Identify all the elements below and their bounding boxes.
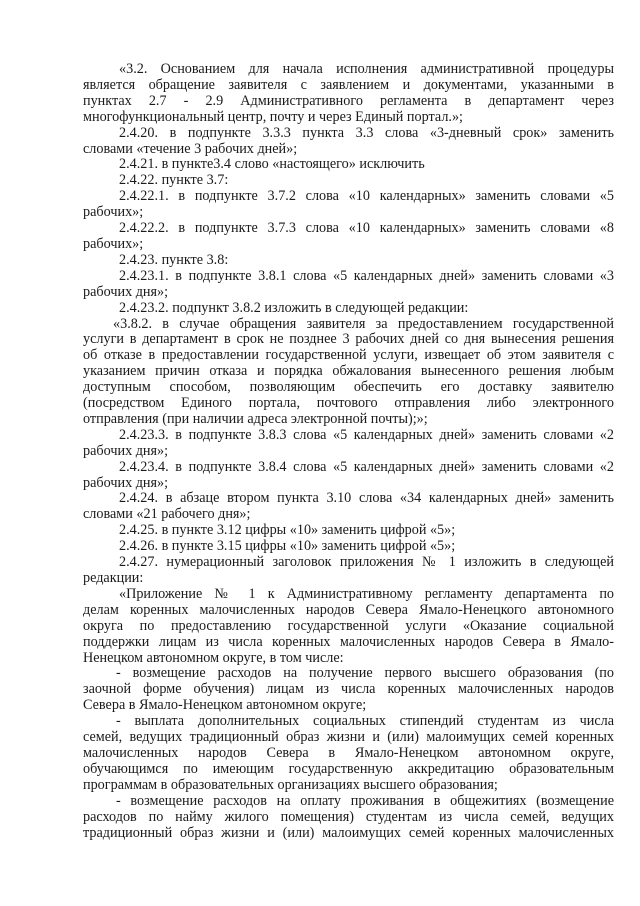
- text-line: словами «течение 3 рабочих дней»;: [83, 140, 298, 157]
- text-line: 2.4.23.1. в подпункте 3.8.1 слова «5 календарных дней» заменить словами «3: [119, 267, 614, 284]
- text-line: «3.8.2. в случае обращения заявителя за предоставлением государственной: [113, 315, 614, 332]
- text-line: малочисленных народов Севера в Ямало-Ненецком автономном округе,: [83, 744, 614, 761]
- text-line: доступным способом, позволяющим обеспечить его доставку заявителю: [83, 379, 614, 396]
- text-line: Ненецком автономном округе, в том числе:: [83, 649, 344, 666]
- text-line: отправления (при наличии адреса электронной почты);»;: [83, 410, 428, 427]
- text-line: (посредством Единого портала, почтового отправления либо электронного: [83, 395, 614, 412]
- text-line: указанием причин отказа и порядка обжалования вынесенного решения любым: [83, 363, 614, 380]
- text-line: пунктах 2.7 - 2.9 Административного регламента в департамент через: [83, 92, 614, 109]
- text-line: - возмещение расходов на получение первого высшего образования (по: [116, 665, 614, 682]
- text-line: округа по предоставлению государственной услуги «Оказание социальной: [83, 617, 614, 634]
- text-line: 2.4.22.1. в подпункте 3.7.2 слова «10 календарных» заменить словами «5: [119, 188, 614, 205]
- text-line: 2.4.22.2. в подпункте 3.7.3 слова «10 календарных» заменить словами «8: [119, 220, 614, 237]
- text-line: - возмещение расходов на оплату проживания в общежитиях (возмещение: [116, 792, 614, 809]
- text-line: «Приложение № 1 к Административному регламенту департамента по: [119, 585, 614, 602]
- text-line: 2.4.23. пункте 3.8:: [119, 251, 229, 268]
- text-line: 2.4.22. пункте 3.7:: [119, 172, 229, 189]
- text-line: - выплата дополнительных социальных стипендий студентам из числа: [116, 713, 614, 730]
- text-line: 2.4.25. в пункте 3.12 цифры «10» заменить цифрой «5»;: [119, 522, 456, 539]
- text-line: делам коренных малочисленных народов Севера Ямало-Ненецкого автономного: [83, 601, 614, 618]
- text-line: 2.4.23.4. в подпункте 3.8.4 слова «5 календарных дней» заменить словами «2: [119, 458, 614, 475]
- text-line: 2.4.21. в пункте3.4 слово «настоящего» исключить: [119, 156, 425, 173]
- text-line: программам в образовательных организациях высшего образования;: [83, 776, 498, 793]
- text-line: традиционный образ жизни и (или) малоимущих семей коренных малочисленных: [83, 824, 614, 841]
- text-line: 2.4.20. в подпункте 3.3.3 пункта 3.3 слова «3-дневный срок» заменить: [119, 124, 614, 141]
- text-line: Севера в Ямало-Ненецком автономном округе;: [83, 697, 367, 714]
- text-line: многофункциональный центр, почту и через Единый портал.»;: [83, 108, 463, 125]
- text-line: рабочих дня»;: [83, 442, 169, 459]
- text-line: 2.4.23.2. подпункт 3.8.2 изложить в следующей редакции:: [119, 299, 469, 316]
- text-line: об отказе в предоставлении государственной услуги, извещает об этом заявителя с: [83, 347, 614, 364]
- text-line: 2.4.23.3. в подпункте 3.8.3 слова «5 календарных дней» заменить словами «2: [119, 426, 614, 443]
- text-line: рабочих»;: [83, 235, 144, 252]
- text-line: расходов по найму жилого помещения) студентам из числа семей, ведущих: [83, 808, 614, 825]
- text-line: рабочих»;: [83, 204, 144, 221]
- text-line: обучающимся по имеющим государственную аккредитацию образовательным: [83, 760, 614, 777]
- text-line: рабочих дня»;: [83, 474, 169, 491]
- text-line: услуги в департамент в срок не позднее 3 рабочих дней со дня вынесения решения: [83, 331, 614, 348]
- text-line: словами «21 рабочего дня»;: [83, 506, 251, 523]
- text-line: 2.4.24. в абзаце втором пункта 3.10 слова «34 календарных дней» заменить: [119, 490, 614, 507]
- text-line: редакции:: [83, 570, 144, 586]
- text-line: поддержки лицам из числа коренных малочисленных народов Севера в Ямало-: [83, 633, 614, 650]
- text-line: является обращение заявителя с заявлением и документами, указанными в: [83, 76, 614, 93]
- text-line: «3.2. Основанием для начала исполнения административной процедуры: [119, 61, 614, 77]
- text-line: рабочих дня»;: [83, 283, 169, 300]
- text-line: заочной форме обучения) лицам из числа коренных малочисленных народов: [83, 681, 614, 698]
- text-line: 2.4.26. в пункте 3.15 цифры «10» заменить цифрой «5»;: [119, 538, 456, 555]
- text-line: семей, ведущих традиционный образ жизни и (или) малоимущих семей коренных: [83, 729, 614, 746]
- text-line: 2.4.27. нумерационный заголовок приложения № 1 изложить в следующей: [119, 554, 614, 571]
